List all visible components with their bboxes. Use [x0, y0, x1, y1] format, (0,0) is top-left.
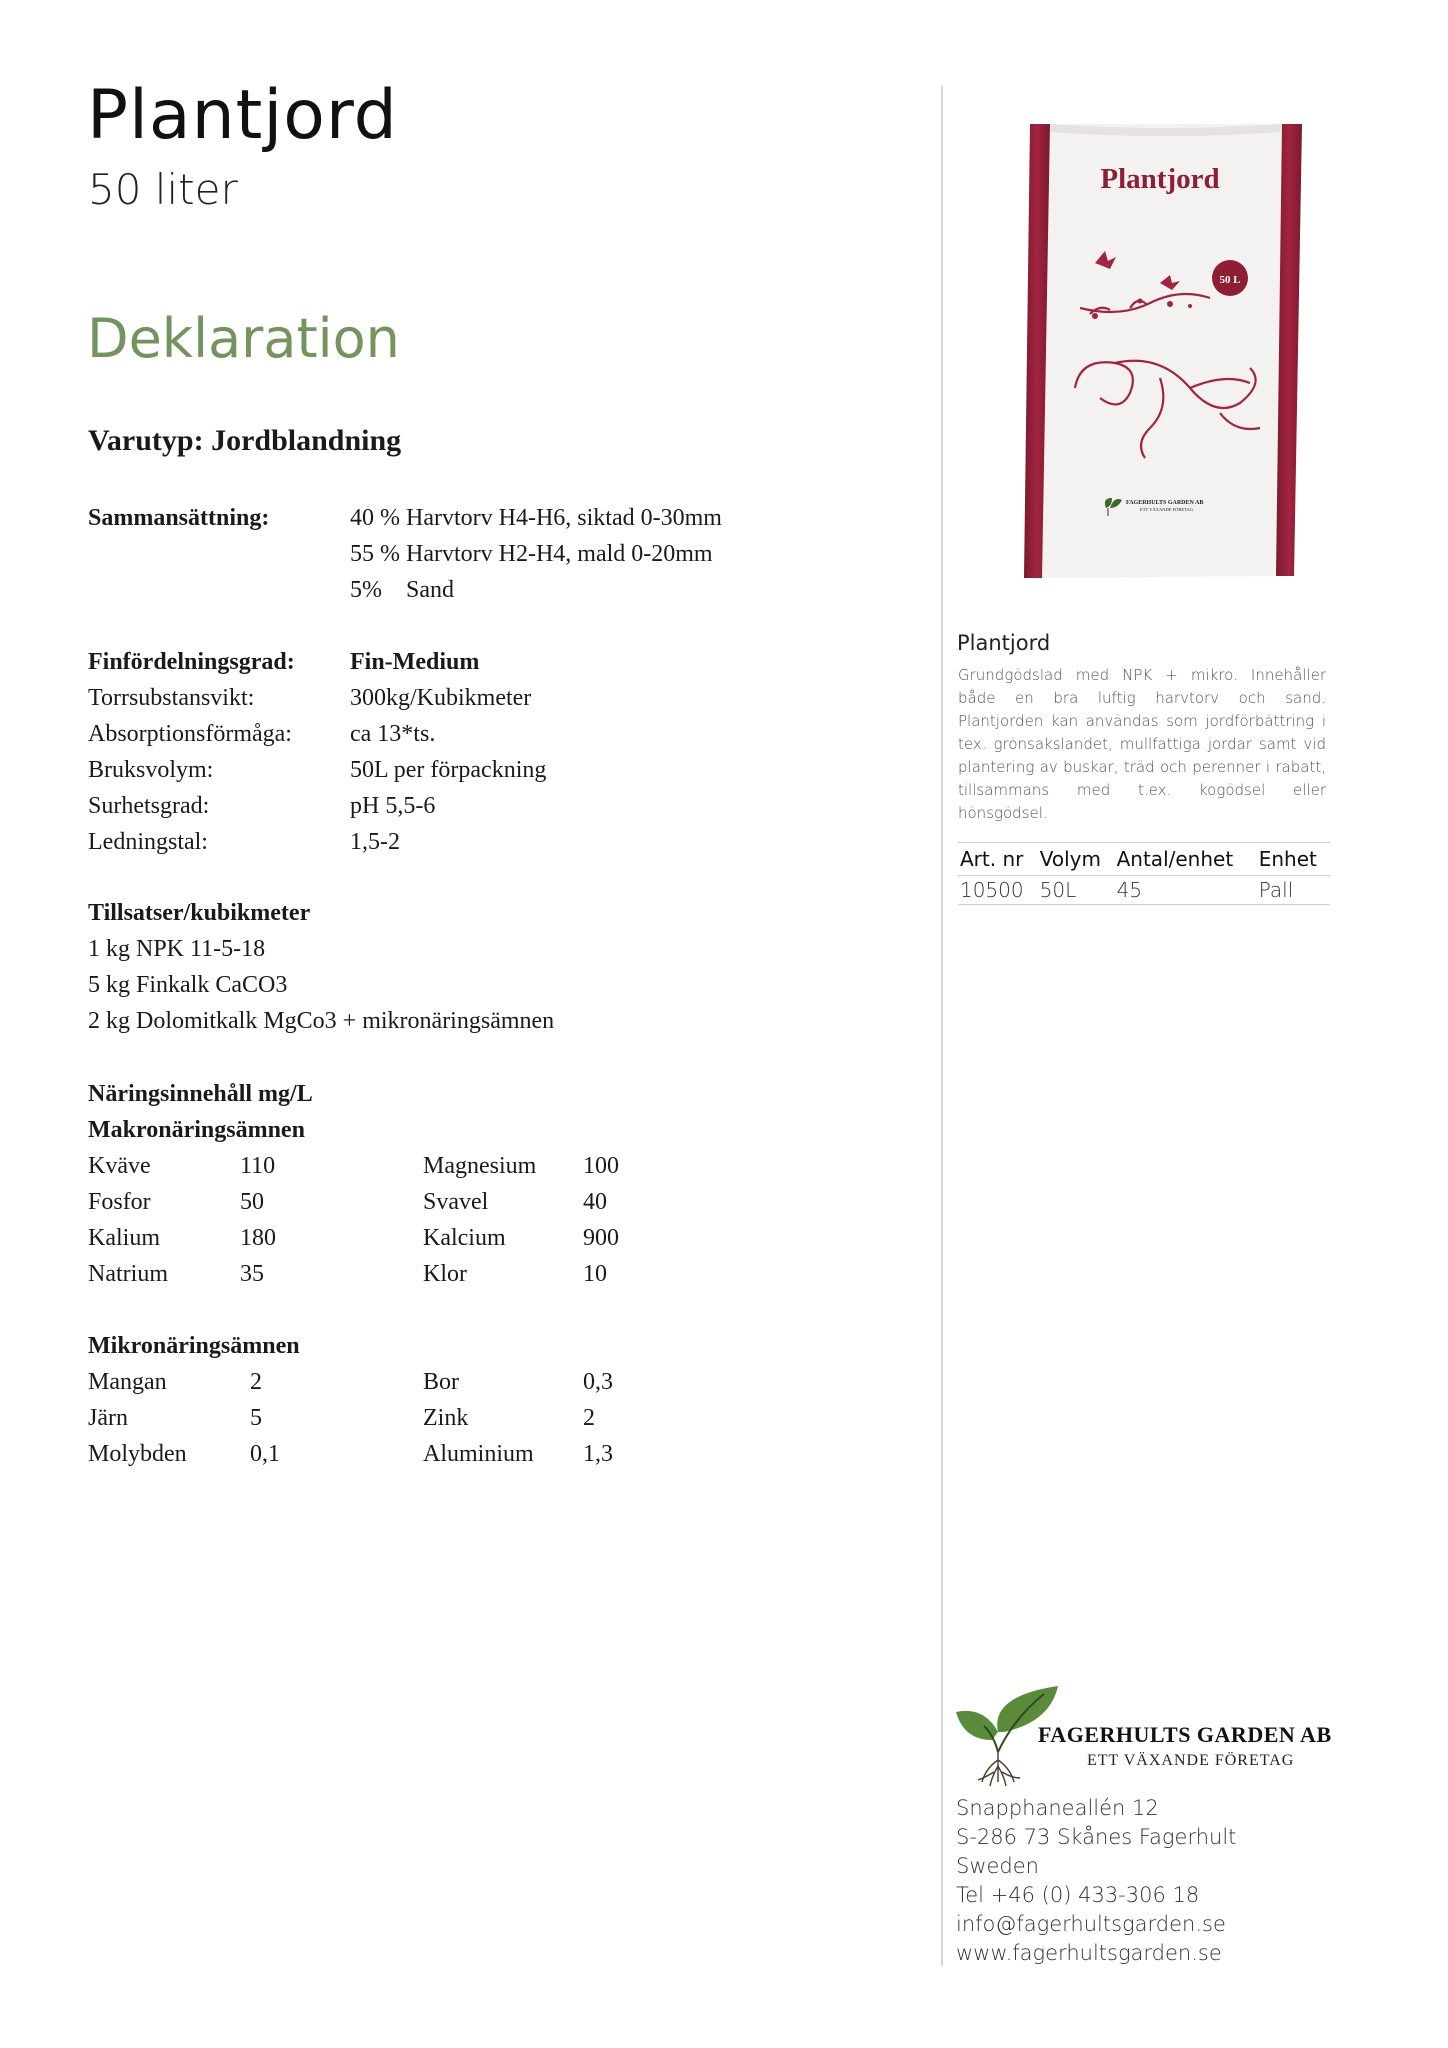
nutrient-name: Aluminium	[423, 1441, 534, 1467]
nutrient-name: Järn	[88, 1405, 128, 1431]
property-label: Torrsubstansvikt:	[88, 685, 255, 711]
property-value: 1,5-2	[350, 829, 400, 855]
product-table	[958, 842, 1330, 905]
nutrient-row	[88, 1256, 643, 1292]
nutrient-name: Fosfor	[88, 1189, 151, 1215]
nutrient-name: Kalium	[88, 1225, 160, 1251]
nutrient-value: 900	[583, 1225, 619, 1251]
property-value: 300kg/Kubikmeter	[350, 685, 532, 711]
nutrient-name: Magnesium	[423, 1153, 537, 1179]
property-value: ca 13*ts.	[350, 721, 436, 747]
nutrient-name: Zink	[423, 1405, 469, 1431]
nutrient-row	[88, 1220, 643, 1256]
page-subtitle: 50 liter	[88, 165, 238, 214]
nutrient-row	[88, 1364, 643, 1400]
nutrient-value: 50	[240, 1189, 264, 1215]
bag-brand-name: FAGERHULTS GARDEN AB	[1126, 500, 1204, 506]
property-row	[88, 788, 546, 824]
bag-volume-badge-label: 50 L	[1219, 274, 1241, 286]
property-value: 50L per förpackning	[350, 757, 547, 783]
nutrient-value: 0,3	[583, 1369, 613, 1395]
nutrient-value: 5	[250, 1405, 262, 1431]
address-country: Sweden	[956, 1854, 1039, 1878]
cell-volym: 50L	[1038, 876, 1115, 905]
property-label: Surhetsgrad:	[88, 793, 210, 819]
roots-icon	[978, 1752, 1020, 1786]
nutrient-name: Kalcium	[423, 1225, 506, 1251]
cell-antal: 45	[1115, 876, 1257, 905]
property-row	[88, 680, 546, 716]
property-value: pH 5,5-6	[350, 793, 436, 819]
address-street: Snapphaneallén 12	[956, 1796, 1159, 1820]
nutrient-name: Kväve	[88, 1153, 151, 1179]
nutrient-name: Molybden	[88, 1441, 187, 1467]
address-postal: S-286 73 Skånes Fagerhult	[956, 1825, 1237, 1849]
nutrient-row	[88, 1184, 643, 1220]
micro-heading: Mikronäringsämnen	[88, 1333, 300, 1359]
composition-line: 40 % Harvtorv H4-H6, siktad 0-30mm	[350, 505, 722, 531]
sidebar-product-description: Grundgödslad med NPK + mikro. Innehåller både en bra luftig harvtorv och sand. Plantjorden kan användas som jordförbättring i tex. grönsakslandet, mullfattiga jordar samt vid plantering av buskar, träd och perenner i rabatt, tillsammans med t.ex. kogödsel eller hönsgödsel.	[958, 666, 1326, 822]
company-name: FAGERHULTS GARDEN AB	[1038, 1722, 1332, 1747]
property-label: Ledningstal:	[88, 829, 208, 855]
property-label: Bruksvolym:	[88, 757, 214, 783]
bag-title: Plantjord	[1100, 163, 1220, 195]
property-value: Fin-Medium	[350, 649, 480, 675]
column-divider	[941, 86, 943, 1966]
property-label: Absorptionsförmåga:	[88, 721, 292, 747]
product-type: Varutyp: Jordblandning	[88, 424, 402, 457]
nutrients-heading: Näringsinnehåll mg/L	[88, 1081, 313, 1107]
nutrient-name: Natrium	[88, 1261, 168, 1287]
additives-block	[88, 895, 554, 1039]
property-row	[88, 824, 546, 860]
properties-block	[88, 644, 546, 860]
property-row	[88, 644, 546, 680]
macro-heading: Makronäringsämnen	[88, 1117, 305, 1143]
address-email-link[interactable]: info@fagerhultsgarden.se	[956, 1912, 1226, 1936]
bag-brand-tagline: ETT VÄXANDE FÖRETAG	[1140, 507, 1193, 512]
property-label: Finfördelningsgrad:	[88, 649, 295, 675]
property-row	[88, 752, 546, 788]
nutrient-name: Bor	[423, 1369, 459, 1395]
additives-heading: Tillsatser/kubikmeter	[88, 900, 311, 926]
sidebar-product-name: Plantjord	[957, 631, 1051, 655]
nutrient-value: 40	[583, 1189, 607, 1215]
nutrient-value: 35	[240, 1261, 264, 1287]
nutrient-value: 2	[583, 1405, 595, 1431]
composition-label: Sammansättning:	[88, 505, 270, 531]
cell-enhet: Pall	[1257, 876, 1330, 905]
nutrient-row	[88, 1436, 643, 1472]
cell-art-nr: 10500	[958, 876, 1038, 905]
col-header-antal: Antal/enhet	[1115, 843, 1257, 876]
nutrient-value: 0,1	[250, 1441, 280, 1467]
macronutrients-block	[88, 1076, 643, 1292]
composition-line: 55 % Harvtorv H2-H4, mald 0-20mm	[350, 541, 713, 567]
table-row	[958, 876, 1330, 905]
page-title: Plantjord	[87, 76, 398, 155]
composition-line: 5% Sand	[350, 577, 454, 603]
nutrient-row	[88, 1148, 643, 1184]
additive-line: 1 kg NPK 11-5-18	[88, 936, 266, 962]
nutrient-value: 110	[240, 1153, 276, 1179]
col-header-enhet: Enhet	[1257, 843, 1330, 876]
company-address	[956, 1794, 1236, 1968]
nutrient-value: 2	[250, 1369, 262, 1395]
product-bag-image	[1020, 118, 1308, 584]
address-website-link[interactable]: www.fagerhultsgarden.se	[956, 1941, 1222, 1965]
nutrient-value: 180	[240, 1225, 276, 1251]
property-row	[88, 716, 546, 752]
composition-block	[88, 500, 722, 608]
nutrient-row	[88, 1400, 643, 1436]
additive-line: 5 kg Finkalk CaCO3	[88, 972, 288, 998]
company-tagline: ETT VÄXANDE FÖRETAG	[1087, 1752, 1295, 1769]
product-table-header-row	[958, 843, 1330, 876]
nutrient-name: Klor	[423, 1261, 467, 1287]
micronutrients-block	[88, 1328, 643, 1472]
nutrient-name: Mangan	[88, 1369, 167, 1395]
nutrient-value: 100	[583, 1153, 619, 1179]
nutrient-value: 10	[583, 1261, 607, 1287]
composition-lines	[350, 500, 722, 608]
col-header-volym: Volym	[1038, 843, 1115, 876]
additive-line: 2 kg Dolomitkalk MgCo3 + mikronäringsämnen	[88, 1008, 555, 1034]
nutrient-value: 1,3	[583, 1441, 613, 1467]
nutrient-name: Svavel	[423, 1189, 489, 1215]
address-phone: Tel +46 (0) 433-306 18	[956, 1883, 1200, 1907]
section-title: Deklaration	[87, 307, 400, 370]
col-header-art-nr: Art. nr	[958, 843, 1038, 876]
